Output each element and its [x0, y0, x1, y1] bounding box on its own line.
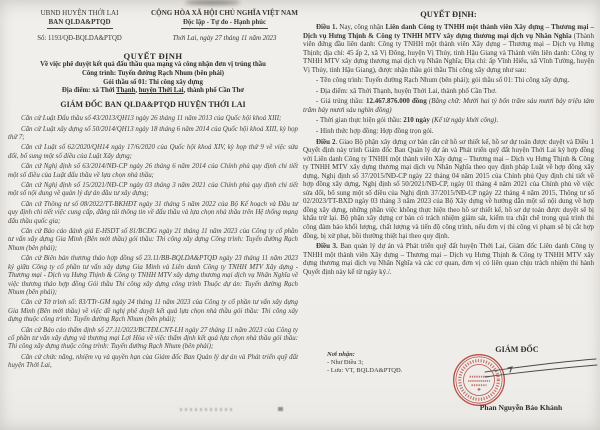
recital-paragraph: Căn cứ chức năng, nhiệm vụ và quyền hạn của Giám đốc Ban Quản lý dự án và Phát triển quỹ đất huyện Thới Lai, [8, 353, 298, 370]
article-1-item: - Địa điểm: xã Thới Thạnh, huyện Thới Lai, thành phố Cần Thơ. [316, 86, 497, 95]
signature-block [303, 344, 594, 430]
document-number: Số: 1193/QĐ-BQLDA&PTQD [37, 35, 122, 42]
resolution-heading: QUYẾT ĐỊNH: [420, 10, 477, 19]
decision-subject: Về việc phê duyệt kết quả đấu thầu qua mạng và công nhận đơn vị trúng thầu [40, 61, 266, 68]
recipient-line: - Như Điều 3; [327, 359, 364, 366]
national-motto: Độc lập - Tự do - Hạnh phúc [151, 18, 298, 29]
recital-paragraph: Căn cứ Luật xây dựng số 50/2014/QH13 ngày 18 tháng 6 năm 2014 của Quốc hội khoá XIII, kỳ họp thứ 7; [8, 125, 298, 141]
article-2-paragraph: Điều 2. Giao Bộ phận xây dựng cơ bản căn cứ hồ sơ thiết kế, hồ sơ dự toán được duyệt và Điều 1 Quyết định này trình Giám đốc Ban Quản lý dự án và Phát triển quỹ đất huyện Thới Lai ký hợp đồng với Liên danh Công ty TNHH một thành viên Xây dựng – Thương mại – Dịch vụ Hưng Thịnh & Công ty TNHH MTV xây dựng thương mại dịch vụ Nhân Nghĩa theo quy định pháp Luật về hợp đồng xây dựng, Nghị định số 37/2015/NĐ-CP ngày 22 tháng 04 năm 2015 của Chính phủ Quy định chi tiết về hợp đồng xây dựng, Nghị định số 50/2021/NĐ-CP, ngày 01 tháng 4 năm 2021 của Chính phủ về việc sửa đổi, bổ sung một số điều của Nghị định 37/2015/NĐ-CP ngày 22 tháng 4 năm 2015, Thông tư số 02/2023/TT-BXD ngày 03 tháng 3 năm 2023 của Bộ Xây dựng về hướng dẫn một số nội dung về hợp đồng xây dựng, những phần việc không thực hiện theo hồ sơ thiết kế, hồ sơ dự toán được duyệt sẽ bị khấu trừ lại. Bộ phận xây dựng cơ bản có trách nhiệm giám sát, kiểm tra chặt chẽ trong quá trình thi công đảm bảo khối lượng, chất lượng và tiến độ công trình, nếu đơn vị thi công vi phạm sẽ bị cắt hợp đồng, bị xử phạt, bồi thường thiệt hại theo quy định. [303, 137, 594, 240]
org-parent-name: UBND HUYỆN THỚI LAI [40, 9, 119, 17]
project-name: Công trình: Tuyến đường Rạch Nhum (bên phải) [81, 69, 225, 77]
decision-title-block [8, 51, 298, 110]
ink-bleedthrough-dot [278, 407, 283, 411]
national-header-block [151, 9, 298, 43]
article-1-item: - Thời gian thực hiện gói thầu: 210 ngày (Kể từ ngày khởi công). [316, 116, 499, 125]
recital-paragraph: Căn cứ Thông tư số 08/2022/TT-BKHĐT ngày 31 tháng 5 năm 2022 của Bộ Kế hoạch và Đầu tư quy định chi tiết việc cung cấp, đăng tải thông tin về đấu thầu và lựa chọn nhà thầu trên Hệ thống mạng đấu thầu quốc gia; [8, 200, 298, 225]
recital-paragraph: Căn cứ Biên bản thương thảo hợp đồng số 23.11/BB-BQLDA&PTQĐ ngày 23 tháng 11 năm 2023 ký giữa Công ty cổ phần tư vấn xây dựng Gia Minh và Liên danh Công ty TNHH MTV Xây dựng - Thương mại - Dịch vụ Hưng Thịnh & Công ty TNHH MTV xây dựng thương mại dịch vụ Nhân Nghĩa về việc thương thảo hợp đồng Gói thầu Thi công xây dựng công trình Thuộc dự án: Tuyến đường Rạch Nhum (bên phải); [8, 255, 298, 296]
recital-paragraph: Căn cứ Nghị định số 63/2014/NĐ-CP ngày 26 tháng 6 năm 2014 của Chính phủ quy định chi tiết một số điều của Luật đấu thầu về lựa chọn nhà thầu; [8, 163, 298, 179]
recipient-line: - Lưu: VT, BQLDA&PTQĐ. [327, 367, 403, 374]
article-1-paragraph: Điều 1. Nay, công nhận Liên danh Công ty TNHH một thành viên Xây dựng – Thương mại – Dịch vụ Hưng Thịnh & Công ty TNHH MTV xây dựng thương mại dịch vụ Nhân Nghĩa (Thành viên đứng đầu liên danh: Công ty TNHH một thành viên Xây dựng – Thương mại – Dịch vụ Hưng Thịnh; địa chỉ: 45 ấp 2, xã Vị Đông, huyện Vị Thủy, tỉnh Hậu Giang và Thành viên liên danh: Công ty TNHH MTV xây dựng thương mại dịch vụ Nhân Nghĩa; Địa chỉ: ấp Vĩnh Hiếu, xã Vĩnh Tường, huyện Vị Thủy, tỉnh Hậu Giang), được nhận thầu gói thầu Thi công xây dựng như sau: [303, 23, 595, 74]
national-title: CỘNG HÒA XÃ HỘI CHỦ NGHĨA VIỆT NAM [151, 9, 298, 17]
article-3-paragraph: Điều 3. Ban quản lý dự án và Phát triển quỹ đất huyện Thới Lai, Giám đốc Liên danh Công ty TNHH một thành viên Xây dựng – Thương mại – Dịch vụ Hưng Thịnh & Công ty TNHH MTV xây dựng thương mại dịch vụ Nhân Nghĩa và các cơ quan, đơn vị có liên quan chịu trách nhiệm thi hành Quyết định này kể từ ngày ký./. [303, 242, 595, 276]
recital-paragraph: Căn cứ Tờ trình số: 83/TTr-GM ngày 24 tháng 11 năm 2023 của Công ty cổ phần tư vấn xây dựng Gia Minh (Bên mời thầu) về việc đề nghị phê duyệt kết quả lựa chọn nhà thầu gói thầu: Thi công xây dựng thuộc công trình: Tuyến đường Rạch Nhum (bên phải); [8, 299, 298, 324]
recital-paragraph: Căn cứ Luật Đấu thầu số 43/2013/QH13 ngày 26 tháng 11 năm 2013 của Quốc hội khoá XIII; [21, 115, 282, 123]
document-page-1 [8, 0, 298, 430]
document-page-2 [303, 0, 594, 430]
legal-recitals [8, 115, 298, 370]
org-name: BAN QLDA&PTQD [8, 18, 151, 29]
article-1-item: - Hình thức hợp đồng: Hợp đồng trọn gói. [316, 127, 434, 136]
recital-paragraph: Căn cứ Báo cáo đánh giá E-HSDT số 81/BCĐG ngày 21 tháng 11 năm 2023 của Công ty cổ phần tư vấn xây dựng Gia Minh (Bên mời thầu) gói thầu: Thi công xây dựng Công trình: Tuyến đường Rạch Nhum (bên phải); [8, 228, 298, 252]
issuing-authority: GIÁM ĐỐC BAN QLDA&PTQD HUYỆN THỚI LAI [60, 100, 246, 110]
bid-package: Gói thầu số 01: Thi công xây dựng [103, 78, 203, 86]
issuing-org-block [8, 9, 151, 43]
recital-paragraph: Căn cứ Luật số 62/2020/QH14 ngày 17/6/2020 của Quốc hội khoá XIV, kỳ họp thứ 9 về việc sửa đổi, bổ sung một số điều của Luật Xây dựng; [8, 144, 298, 160]
place-date-line: Thới Lai, ngày 27 tháng 11 năm 2023 [172, 35, 277, 42]
article-1-item: - Giá trúng thầu: 12.467.876.000 đồng (Bằng chữ: Mười hai tỷ bốn trăm sáu mươi bảy triệu tám trăm bảy mươi sáu nghìn đồng) [303, 97, 594, 114]
recipients-list [327, 351, 402, 375]
recital-paragraph: Căn cứ Nghị định số 15/2021/NĐ-CP ngày 03 tháng 3 năm 2021 của Chính phủ quy định chi tiết một số nội dung về quản lý dự án đầu tư xây dựng; [8, 182, 298, 198]
handwritten-signature [473, 352, 598, 386]
decision-title: QUYẾT ĐỊNH [123, 51, 183, 61]
signature-stroke-icon [473, 352, 598, 386]
signer-title: GIÁM ĐỐC [495, 345, 539, 354]
signer-name: Phan Nguyễn Bảo Khánh [479, 403, 563, 412]
project-location: Địa điểm: xã Thới Thạnh, huyện Thới Lai, thành phố Cần Thơ [61, 87, 245, 95]
ink-bleedthrough-mark [180, 408, 234, 411]
page1-header [8, 0, 298, 43]
recital-paragraph: Căn cứ Báo cáo thẩm định số 27.11/2023/BCTĐLCNT-LH ngày 27 tháng 11 năm 2023 của Công ty cổ phần tư vấn xây dựng và thương mại Lợi Hòa về việc thẩm định kết quả lựa chọn nhà thầu gói thầu: Thi công xây dựng thuộc công trình: Tuyến đường Rạch Nhum (bên phải); [8, 326, 298, 351]
article-1-item: - Tên công trình: Tuyến đường Rạch Nhum (bên phải); gói thầu số 01: Thi công xây dựng. [316, 76, 570, 85]
recipients-label: Nơi nhận: [327, 351, 355, 358]
